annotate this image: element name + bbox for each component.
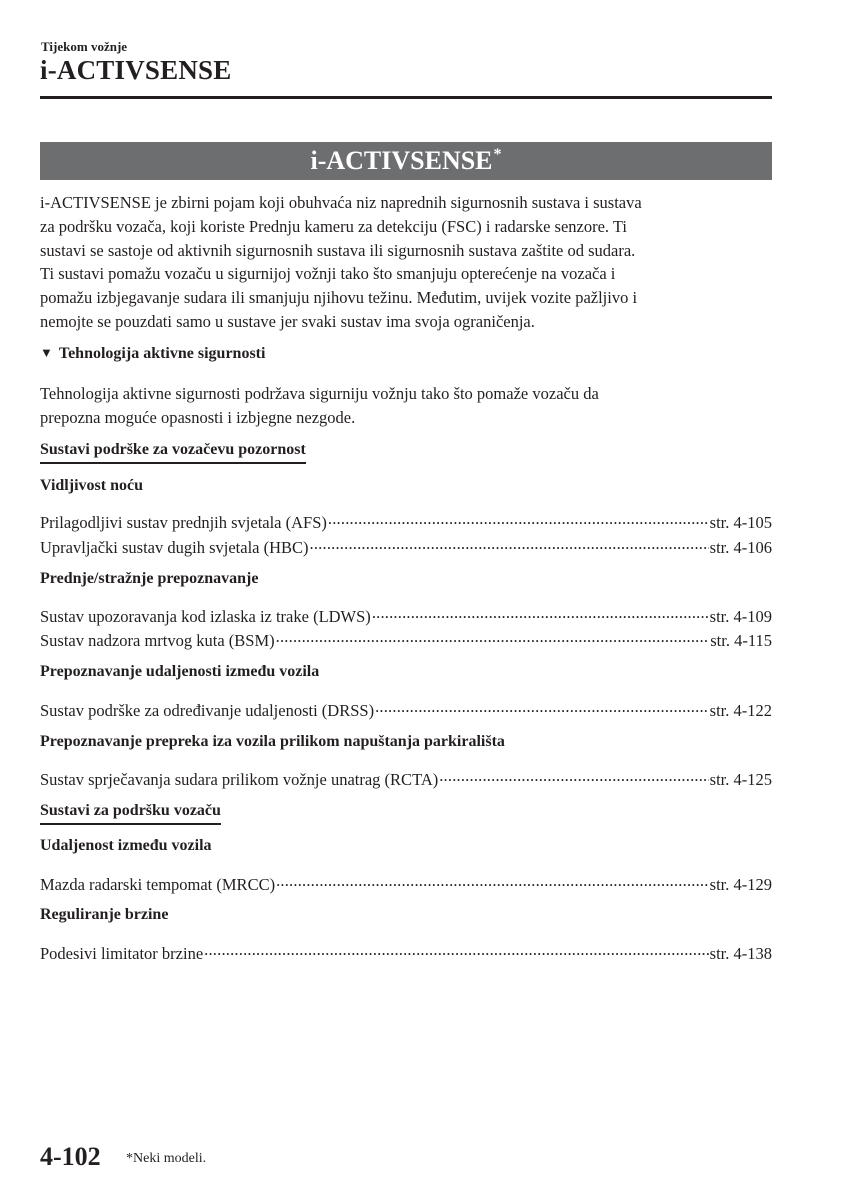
subheading-distance-recognition: Prepoznavanje udaljenosti između vozila [40,663,320,680]
toc-entry-bsm[interactable] [40,628,772,652]
toc-entry-title: Sustav sprječavanja sudara prilikom vožnje unatrag (RCTA) [40,770,439,789]
toc-page-ref: str. 4-129 [709,875,772,894]
group-heading-driver-attention: Sustavi podrške za vozačevu pozornost [40,441,306,464]
toc-page-ref: str. 4-105 [709,513,772,532]
toc-page-ref: str. 4-122 [709,701,772,720]
description-line: prepozna moguće opasnosti i izbjegne nezgode. [40,407,356,427]
triangle-down-icon: ▼ [40,345,53,360]
group-heading-driver-support: Sustavi za podršku vozaču [40,802,221,825]
toc-page-ref: str. 4-125 [709,770,772,789]
intro-line: Ti sustavi pomažu vozaču u sigurnijoj vožnji tako što smanjuju opterećenje na vozača i [40,264,616,284]
toc-entry-title: Sustav nadzora mrtvog kuta (BSM) [40,631,275,650]
dot-leader [276,628,710,646]
toc-page-ref: str. 4-115 [710,631,772,650]
toc-entry-afs[interactable] [40,510,772,534]
toc-entry-title: Podesivi limitator brzine [40,944,204,963]
toc-entry-speed-limiter[interactable] [40,941,772,965]
dot-leader [204,941,709,959]
intro-line: za podršku vozača, koji koriste Prednju kameru za detekciju (FSC) i radarske senzore. Ti [40,216,627,236]
intro-line: nemojte se pouzdati samo u sustave jer svaki sustav ima svoja ograničenja. [40,311,535,331]
toc-entry-mrcc[interactable] [40,872,772,896]
toc-entry-hbc[interactable] [40,535,772,559]
subheading-night-visibility: Vidljivost noću [40,477,143,494]
intro-paragraph [40,191,775,334]
toc-entry-title: Sustav upozoravanja kod izlaska iz trake (LDWS) [40,607,371,626]
banner-title: i-ACTIVSENSE [310,146,493,175]
page-title: i-ACTIVSENSE [40,55,232,85]
subheading-front-rear-recognition: Prednje/stražnje prepoznavanje [40,570,259,587]
toc-entry-title: Prilagodljivi sustav prednjih svjetala (AFS) [40,513,327,532]
section-banner [40,142,772,180]
toc-page-ref: str. 4-106 [709,538,772,557]
subheading-vehicle-distance: Udaljenost između vozila [40,837,212,854]
subheading-speed-regulation: Reguliranje brzine [40,906,169,923]
section-label: Tijekom vožnje [41,39,128,54]
dot-leader [439,767,708,785]
toc-entry-rcta[interactable] [40,767,772,791]
toc-page-ref: str. 4-109 [709,607,772,626]
intro-line: i-ACTIVSENSE je zbirni pojam koji obuhvaća niz naprednih sigurnosnih sustava i sustava [40,193,642,212]
footnote: *Neki modeli. [126,1151,207,1166]
toc-entry-title: Mazda radarski tempomat (MRCC) [40,875,276,894]
dot-leader [375,698,709,716]
dot-leader [328,510,709,528]
dot-leader [276,872,709,890]
active-safety-description [40,382,775,430]
subheading-rear-obstacle-recognition: Prepoznavanje prepreka iza vozila prilikom napuštanja parkirališta [40,733,505,750]
active-safety-heading-text: Tehnologija aktivne sigurnosti [58,345,266,362]
dot-leader [310,535,709,553]
description-line: Tehnologija aktivne sigurnosti podržava sigurniju vožnju tako što pomaže vozaču da [40,384,599,403]
toc-page-ref: str. 4-138 [709,944,772,963]
toc-entry-ldws[interactable] [40,604,772,628]
intro-line: pomažu izbjegavanje sudara ili smanjuju njihovu težinu. Međutim, uvijek vozite pažljivo i [40,288,638,308]
intro-line: sustavi se sastoje od aktivnih sigurnosnih sustava ili sigurnosnih sustava zaštite od sudara. [40,240,636,260]
toc-entry-drss[interactable] [40,698,772,722]
dot-leader [372,604,709,622]
toc-entry-title: Sustav podrške za određivanje udaljenosti (DRSS) [40,701,375,720]
toc-entry-title: Upravljački sustav dugih svjetala (HBC) [40,538,309,557]
active-safety-heading [40,345,265,363]
banner-asterisk: * [493,146,502,163]
page-number: 4-102 [40,1142,101,1171]
header-divider [40,96,772,99]
